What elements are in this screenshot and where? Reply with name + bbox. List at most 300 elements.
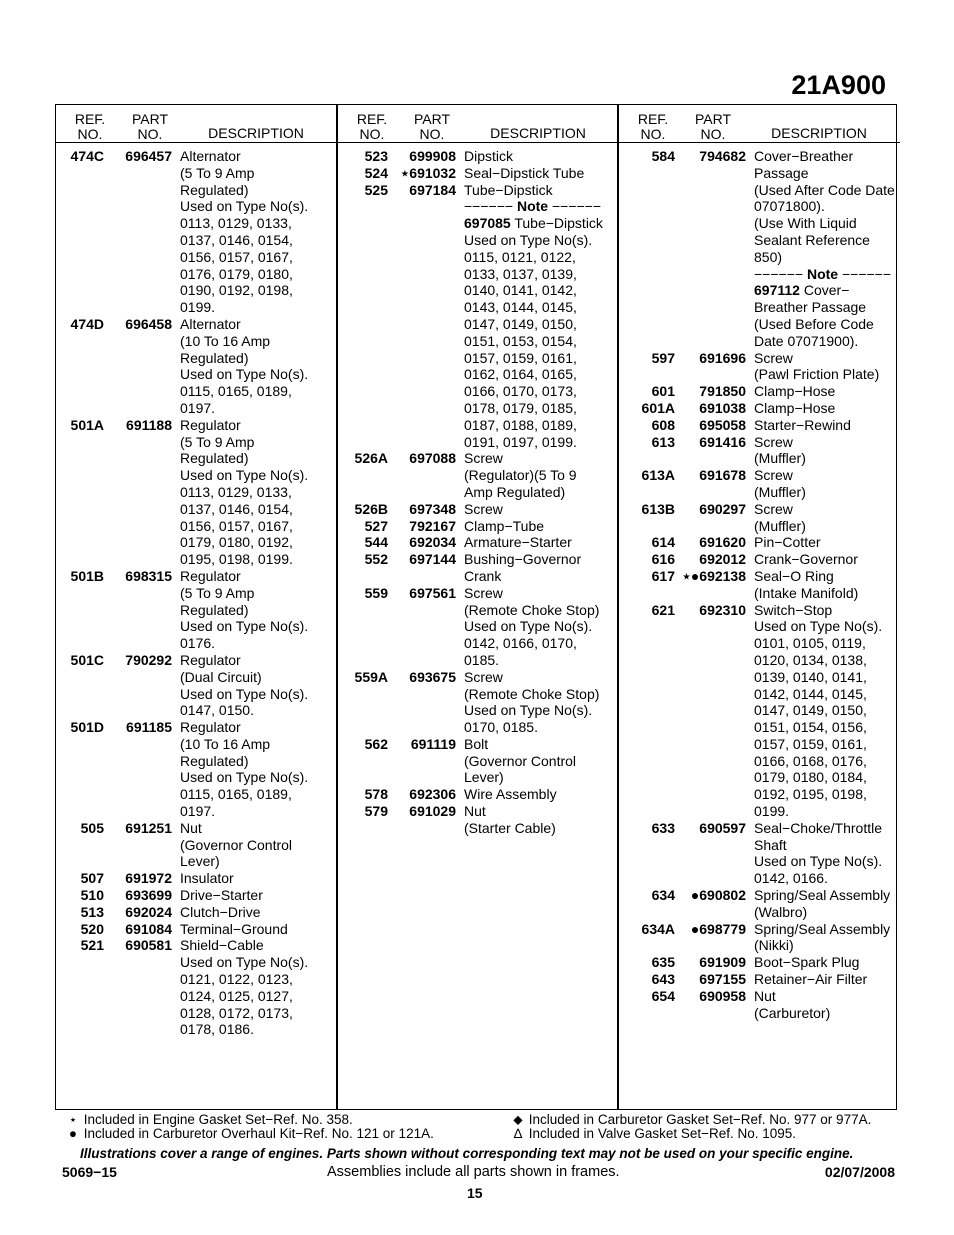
- ref-number: 614: [651, 534, 675, 551]
- description-line: Regulated): [180, 601, 249, 618]
- description-line: 0156, 0157, 0167,: [180, 517, 293, 534]
- part-row: [56, 652, 336, 719]
- description-line: (Remote Choke Stop): [464, 685, 600, 702]
- ref-number: 608: [651, 416, 675, 433]
- part-description: [180, 904, 330, 921]
- ref-header: REF. NO.: [637, 111, 669, 142]
- ref-number: 559: [364, 584, 388, 601]
- part-description: [180, 870, 330, 887]
- ref-number: 633: [651, 819, 675, 836]
- description-line: 0157, 0159, 0161,: [464, 349, 577, 366]
- description-line: 0166, 0170, 0173,: [464, 383, 577, 400]
- description-line: Passage: [754, 164, 809, 181]
- description-line: 0197.: [180, 803, 216, 820]
- description-line: Used on Type No(s).: [464, 231, 593, 248]
- ref-number: 505: [80, 819, 104, 836]
- document-code: 5069−15: [62, 1164, 117, 1180]
- description-line: 0137, 0146, 0154,: [180, 500, 293, 517]
- part-row: [619, 988, 900, 1022]
- part-header: PART NO.: [694, 111, 732, 142]
- description-line: 0179, 0180, 0184,: [754, 769, 867, 786]
- description-line: 0147, 0149, 0150,: [754, 702, 867, 719]
- description-line: Armature−Starter: [464, 534, 572, 551]
- description-line: (Starter Cable): [464, 819, 556, 836]
- description-line: Used on Type No(s).: [180, 467, 309, 484]
- part-row: [619, 534, 900, 551]
- footnote-star: ⋆ Included in Engine Gasket Set−Ref. No. 358.: [66, 1112, 353, 1127]
- part-number: 691909: [699, 954, 746, 971]
- part-description: [464, 165, 614, 182]
- part-description: [464, 803, 614, 837]
- part-row: [56, 316, 336, 417]
- part-number: 691188: [126, 416, 172, 433]
- ref-number: 513: [80, 903, 104, 920]
- description-line: 0128, 0172, 0173,: [180, 1004, 293, 1021]
- part-description: [464, 551, 614, 585]
- part-description: [180, 887, 330, 904]
- part-description: [754, 467, 902, 501]
- part-number: 691185: [126, 719, 172, 736]
- part-row: [56, 887, 336, 904]
- description-line: Screw: [754, 500, 793, 517]
- description-line: (Intake Manifold): [754, 584, 859, 601]
- part-number: 690297: [699, 500, 746, 517]
- description-line: Clamp−Hose: [754, 383, 836, 400]
- description-line: (5 To 9 Amp: [180, 584, 255, 601]
- parts-column-3: [617, 105, 900, 1109]
- assemblies-note: Assemblies include all parts shown in frames.: [327, 1164, 620, 1180]
- part-number: 692306: [409, 786, 456, 803]
- part-number: 692012: [699, 551, 746, 568]
- description-line: Sealant Reference: [754, 231, 870, 248]
- description-line: Clamp−Tube: [464, 517, 545, 534]
- description-line: (Use With Liquid: [754, 215, 857, 232]
- part-description: [754, 551, 902, 568]
- part-number: 691972: [125, 870, 172, 887]
- part-description: [180, 719, 330, 820]
- ref-number: 544: [364, 534, 388, 551]
- description-line: 0170, 0185.: [464, 719, 538, 736]
- part-number: 697348: [409, 500, 456, 517]
- description-line: Date 07071900).: [754, 332, 859, 349]
- description-line: 0199.: [180, 299, 216, 316]
- ref-number: 584: [651, 148, 675, 164]
- part-number: 698315: [125, 567, 172, 584]
- description-line: Pin−Cotter: [754, 534, 821, 551]
- part-description: [464, 786, 614, 803]
- ref-number: 474C: [70, 148, 104, 164]
- description-line: 0166, 0168, 0176,: [754, 752, 867, 769]
- description-line: 0176, 0179, 0180,: [180, 265, 293, 282]
- description-line: 0151, 0154, 0156,: [754, 719, 867, 736]
- ref-number: 501D: [70, 719, 104, 736]
- part-number: 691416: [699, 433, 746, 450]
- description-line: (10 To 16 Amp: [180, 735, 271, 752]
- description-line: 0121, 0122, 0123,: [180, 971, 293, 988]
- description-line: (Remote Choke Stop): [464, 601, 600, 618]
- description-line: 0157, 0159, 0161,: [754, 735, 867, 752]
- description-line: (Nikki): [754, 937, 794, 954]
- part-number: 697144: [409, 551, 456, 568]
- part-row: [619, 400, 900, 417]
- ref-number: 634A: [641, 920, 675, 937]
- part-header: PART NO.: [413, 111, 451, 142]
- description-line: Breather Passage: [754, 299, 867, 316]
- description-line: 0187, 0188, 0189,: [464, 416, 577, 433]
- part-number: ⋆●692138: [682, 567, 746, 584]
- part-description: [180, 652, 330, 719]
- description-line: Used on Type No(s).: [180, 685, 309, 702]
- description-line: (Dual Circuit): [180, 668, 262, 685]
- part-number: 691620: [699, 534, 746, 551]
- part-row: [619, 954, 900, 971]
- part-row: [338, 551, 619, 585]
- ref-number: 579: [364, 803, 388, 820]
- part-row: [619, 820, 900, 887]
- part-number: 791850: [699, 383, 746, 400]
- part-description: [180, 937, 330, 1038]
- description-line: (Governor Control: [464, 752, 577, 769]
- part-number: 691678: [699, 467, 746, 484]
- part-description: [754, 350, 902, 384]
- ref-number: 654: [651, 987, 675, 1004]
- part-description: [754, 820, 902, 887]
- part-description: [754, 568, 902, 602]
- part-number: 692034: [409, 534, 456, 551]
- part-number: ●690802: [690, 887, 746, 904]
- description-line: Screw: [754, 433, 793, 450]
- description-line: Nut: [754, 987, 776, 1004]
- description-line: Used on Type No(s).: [754, 853, 883, 870]
- description-line: 07071800).: [754, 198, 825, 215]
- description-line: (Used Before Code: [754, 315, 874, 332]
- ref-number: 597: [651, 349, 675, 366]
- description-line: Used on Type No(s).: [754, 618, 883, 635]
- part-number: 794682: [699, 148, 746, 164]
- parts-table: [55, 104, 897, 1110]
- model-number: 21A900: [791, 70, 886, 100]
- description-line: 0190, 0192, 0198,: [180, 282, 293, 299]
- part-number: 691251: [125, 819, 172, 836]
- ref-number: 601: [651, 383, 675, 400]
- description-line: 0176.: [180, 635, 216, 652]
- part-row: [619, 921, 900, 955]
- part-description: [754, 602, 902, 820]
- ref-number: 527: [364, 517, 388, 534]
- description-line: Seal−Choke/Throttle: [754, 819, 883, 836]
- column-header: [338, 110, 619, 143]
- part-row: [56, 937, 336, 1038]
- part-row: [338, 736, 619, 786]
- description-line: 0185.: [464, 651, 500, 668]
- part-description: [754, 954, 902, 971]
- part-number: 692310: [699, 601, 746, 618]
- part-row: [619, 501, 900, 535]
- description-line: (Muffler): [754, 517, 806, 534]
- part-description: [754, 383, 902, 400]
- description-line: 0162, 0164, 0165,: [464, 366, 577, 383]
- part-description: [464, 736, 614, 786]
- ref-number: 520: [80, 920, 104, 937]
- ref-number: 521: [80, 937, 104, 954]
- ref-number: 613B: [641, 500, 675, 517]
- part-number: ⋆691032: [400, 164, 456, 181]
- document-date: 02/07/2008: [824, 1164, 895, 1180]
- part-description: [754, 434, 902, 468]
- description-line: 0178, 0179, 0185,: [464, 399, 577, 416]
- description-line: (Muffler): [754, 483, 806, 500]
- description-line: (Governor Control: [180, 836, 293, 853]
- part-row: [619, 467, 900, 501]
- part-description: [754, 534, 902, 551]
- description-header: DESCRIPTION: [771, 125, 867, 141]
- description-line: Retainer−Air Filter: [754, 971, 868, 988]
- description-line: Seal−O Ring: [754, 567, 834, 584]
- description-line: 697085 Tube−Dipstick: [464, 215, 603, 232]
- part-description: [180, 417, 330, 568]
- ref-number: 525: [364, 181, 388, 198]
- ref-number: 507: [80, 870, 104, 887]
- part-description: [754, 501, 902, 535]
- description-line: Tube−Dipstick: [464, 181, 553, 198]
- description-line: Regulator: [180, 719, 241, 736]
- description-line: Screw: [754, 467, 793, 484]
- description-line: −−−−−− Note −−−−−−: [464, 198, 602, 215]
- description-line: 0178, 0186.: [180, 1021, 254, 1038]
- description-line: 0115, 0165, 0189,: [180, 383, 292, 400]
- description-line: 0192, 0195, 0198,: [754, 786, 867, 803]
- description-line: Regulated): [180, 349, 249, 366]
- part-description: [754, 417, 902, 434]
- description-line: Regulated): [180, 450, 249, 467]
- description-line: Clamp−Hose: [754, 399, 836, 416]
- description-line: Used on Type No(s).: [464, 618, 593, 635]
- part-row: [619, 417, 900, 434]
- description-line: 0139, 0140, 0141,: [754, 668, 867, 685]
- description-line: 0133, 0137, 0139,: [464, 265, 577, 282]
- description-line: Alternator: [180, 315, 241, 332]
- part-header: PART NO.: [131, 111, 169, 142]
- description-line: Regulator: [180, 567, 241, 584]
- description-line: 0147, 0150.: [180, 702, 254, 719]
- ref-number: 616: [651, 551, 675, 568]
- part-description: [180, 148, 330, 316]
- part-row: [619, 383, 900, 400]
- description-line: (Walbro): [754, 903, 808, 920]
- part-row: [619, 551, 900, 568]
- description-line: Regulated): [180, 752, 249, 769]
- part-number: 697088: [409, 450, 456, 467]
- ref-number: 523: [364, 148, 388, 164]
- part-row: [338, 786, 619, 803]
- description-line: Used on Type No(s).: [180, 198, 309, 215]
- part-number: 790292: [125, 651, 172, 668]
- description-line: Bushing−Governor: [464, 551, 582, 568]
- part-number: 696458: [125, 315, 172, 332]
- part-description: [464, 450, 614, 500]
- ref-number: 634: [651, 887, 675, 904]
- part-description: [754, 988, 902, 1022]
- part-number: 699908: [409, 148, 456, 164]
- footnote-diamond: ⬥ Included in Carburetor Gasket Set−Ref. No. 977 or 977A.: [511, 1112, 871, 1127]
- description-line: Screw: [464, 500, 503, 517]
- description-header: DESCRIPTION: [208, 125, 304, 141]
- part-row: [338, 450, 619, 500]
- description-line: 850): [754, 248, 783, 265]
- ref-number: 526B: [354, 500, 388, 517]
- description-line: (5 To 9 Amp: [180, 164, 255, 181]
- part-number: 697155: [699, 971, 746, 988]
- description-line: 0142, 0144, 0145,: [754, 685, 867, 702]
- diamond-icon: ⬥: [513, 1112, 523, 1127]
- description-line: 0137, 0146, 0154,: [180, 231, 293, 248]
- description-line: 0120, 0134, 0138,: [754, 651, 867, 668]
- part-number: 691696: [699, 349, 746, 366]
- part-description: [754, 148, 902, 350]
- part-row: [338, 534, 619, 551]
- part-number: 693675: [409, 668, 456, 685]
- description-line: 0113, 0129, 0133,: [180, 215, 292, 232]
- part-row: [619, 971, 900, 988]
- ref-number: 635: [651, 954, 675, 971]
- description-line: Crank−Governor: [754, 551, 858, 568]
- ref-header: REF. NO.: [356, 111, 388, 142]
- description-line: Lever): [180, 853, 220, 870]
- description-line: 0156, 0157, 0167,: [180, 248, 293, 265]
- part-description: [754, 887, 902, 921]
- description-line: Switch−Stop: [754, 601, 833, 618]
- description-line: Used on Type No(s).: [180, 366, 309, 383]
- description-line: 0142, 0166, 0170,: [464, 635, 577, 652]
- part-description: [464, 585, 614, 669]
- description-line: Nut: [180, 819, 202, 836]
- part-row: [619, 568, 900, 602]
- ref-number: 474D: [70, 315, 104, 332]
- footnote-dot: ● Included in Carburetor Overhaul Kit−Ref. No. 121 or 121A.: [66, 1126, 434, 1141]
- ref-number: 643: [651, 971, 675, 988]
- part-row: [338, 148, 619, 165]
- part-row: [338, 518, 619, 535]
- part-row: [338, 669, 619, 736]
- description-line: Used on Type No(s).: [464, 702, 593, 719]
- part-description: [180, 921, 330, 938]
- description-line: Regulated): [180, 181, 249, 198]
- description-line: Shield−Cable: [180, 937, 264, 954]
- description-line: 0191, 0197, 0199.: [464, 433, 577, 450]
- ref-header: REF. NO.: [74, 111, 106, 142]
- description-line: 0199.: [754, 803, 790, 820]
- description-line: 697112 Cover−: [754, 282, 850, 299]
- parts-column-1: [56, 105, 336, 1109]
- part-number: 695058: [699, 416, 746, 433]
- parts-column-2: [336, 105, 619, 1109]
- description-line: 0147, 0149, 0150,: [464, 315, 577, 332]
- description-line: (Regulator)(5 To 9: [464, 467, 577, 484]
- warning-text: Illustrations cover a range of engines. Parts shown without corresponding text may not be used on your specific engine.: [80, 1146, 854, 1161]
- ref-number: 501A: [70, 416, 104, 433]
- part-description: [464, 518, 614, 535]
- part-number: 693699: [125, 887, 172, 904]
- description-line: 0115, 0121, 0122,: [464, 248, 576, 265]
- part-row: [56, 568, 336, 652]
- part-number: 691038: [699, 399, 746, 416]
- part-row: [56, 820, 336, 870]
- description-line: Used on Type No(s).: [180, 954, 309, 971]
- part-row: [619, 350, 900, 384]
- ref-number: 621: [651, 601, 675, 618]
- description-line: Crank: [464, 567, 502, 584]
- ref-number: 562: [364, 735, 388, 752]
- description-line: (Muffler): [754, 450, 806, 467]
- description-line: 0195, 0198, 0199.: [180, 551, 293, 568]
- description-line: Screw: [754, 349, 793, 366]
- part-row: [338, 165, 619, 182]
- description-line: 0140, 0141, 0142,: [464, 282, 577, 299]
- description-line: Regulator: [180, 651, 241, 668]
- description-line: Bolt: [464, 735, 489, 752]
- part-description: [180, 820, 330, 870]
- part-row: [56, 904, 336, 921]
- description-line: 0113, 0129, 0133,: [180, 483, 292, 500]
- part-description: [180, 568, 330, 652]
- delta-icon: ∆: [513, 1126, 523, 1141]
- description-line: 0151, 0153, 0154,: [464, 332, 577, 349]
- part-number: 697184: [409, 181, 456, 198]
- part-description: [464, 534, 614, 551]
- description-line: Boot−Spark Plug: [754, 954, 860, 971]
- part-row: [56, 719, 336, 820]
- ref-number: 524: [364, 164, 388, 181]
- part-row: [338, 803, 619, 837]
- description-line: Used on Type No(s).: [180, 618, 309, 635]
- description-line: (5 To 9 Amp: [180, 433, 255, 450]
- description-line: 0115, 0165, 0189,: [180, 786, 292, 803]
- ref-number: 613: [651, 433, 675, 450]
- description-line: Drive−Starter: [180, 887, 263, 904]
- description-line: 0101, 0105, 0119,: [754, 635, 866, 652]
- part-number: 692024: [125, 903, 172, 920]
- description-line: Used on Type No(s).: [180, 769, 309, 786]
- part-row: [619, 148, 900, 350]
- description-line: Clutch−Drive: [180, 903, 261, 920]
- description-line: Dipstick: [464, 148, 514, 164]
- part-description: [464, 148, 614, 165]
- page-number: 15: [467, 1185, 483, 1201]
- description-line: 0143, 0144, 0145,: [464, 299, 577, 316]
- part-number: 690581: [125, 937, 172, 954]
- part-description: [464, 501, 614, 518]
- description-line: Lever): [464, 769, 504, 786]
- description-line: 0142, 0166.: [754, 870, 828, 887]
- part-description: [754, 400, 902, 417]
- column-header: [56, 110, 336, 143]
- ref-number: 526A: [354, 450, 388, 467]
- description-line: Amp Regulated): [464, 483, 566, 500]
- part-number: 697561: [409, 584, 456, 601]
- description-line: Terminal−Ground: [180, 920, 288, 937]
- ref-number: 578: [364, 786, 388, 803]
- part-row: [338, 182, 619, 451]
- ref-number: 613A: [641, 467, 675, 484]
- description-line: Shaft: [754, 836, 787, 853]
- part-row: [619, 887, 900, 921]
- part-description: [464, 182, 614, 451]
- part-row: [619, 602, 900, 820]
- part-description: [754, 921, 902, 955]
- part-number: 696457: [125, 148, 172, 164]
- description-line: Insulator: [180, 870, 234, 887]
- description-line: Alternator: [180, 148, 241, 164]
